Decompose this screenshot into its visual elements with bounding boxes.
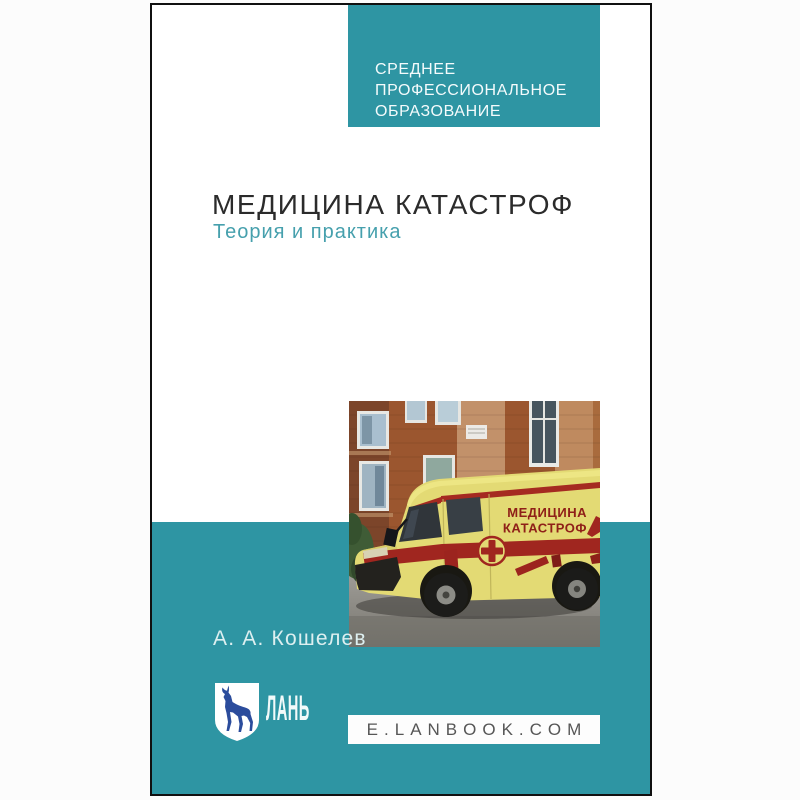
ambulance-photo — [349, 401, 600, 647]
building-window — [435, 401, 461, 425]
building-window — [357, 411, 389, 449]
red-cross-emblem — [478, 537, 506, 565]
edu-banner-line: ПРОФЕССИОНАЛЬНОЕ — [375, 82, 568, 99]
edu-banner-line: СРЕДНЕЕ — [375, 61, 456, 78]
van-door-window — [446, 497, 483, 535]
deer-shield-icon — [213, 681, 261, 743]
book-title: МЕДИЦИНА КАТАСТРОФ — [212, 189, 574, 220]
van-label-line1: МЕДИЦИНА — [507, 505, 587, 520]
van-label-line2: КАТАСТРОФ — [502, 520, 587, 536]
website-url: E.LANBOOK.COM — [366, 719, 588, 739]
edu-banner — [348, 5, 600, 127]
edu-banner-line: ОБРАЗОВАНИЕ — [375, 103, 502, 120]
building-window — [359, 461, 389, 511]
publisher-name: ЛАНЬ — [266, 689, 310, 728]
rear-wheel — [552, 561, 600, 611]
front-wheel — [420, 565, 472, 617]
website-box — [348, 715, 600, 744]
building-window — [405, 401, 427, 423]
building-window — [529, 401, 559, 467]
book-subtitle: Теория и практика — [213, 221, 402, 243]
author-name: А. А. Кошелев — [213, 627, 367, 650]
book-cover — [150, 3, 652, 796]
air-conditioner — [466, 425, 487, 439]
